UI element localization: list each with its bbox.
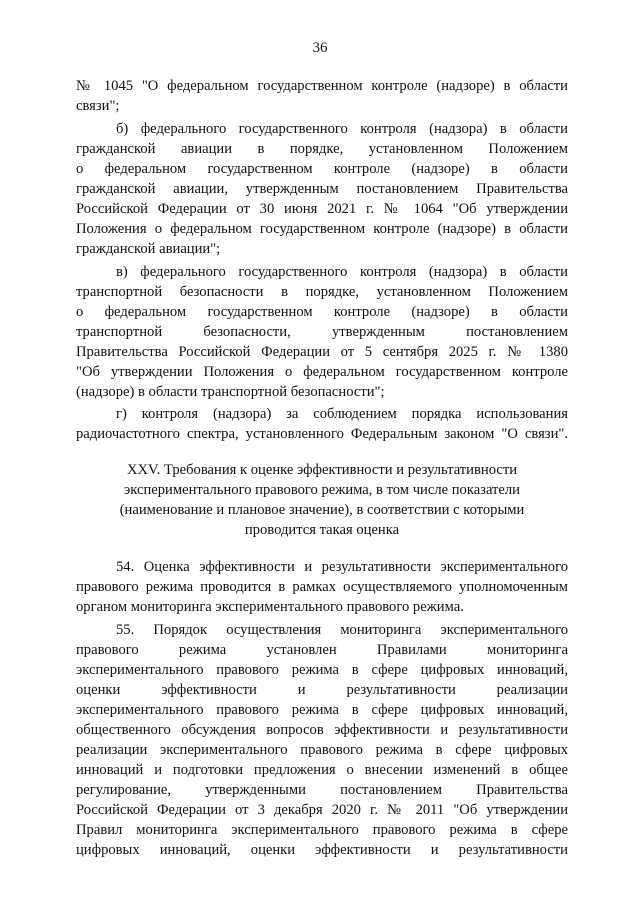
text-line: оценки эффективности и результативности реализации <box>76 682 568 698</box>
text-line: о федеральном государственном контроле (надзоре) в области <box>76 161 568 177</box>
text-line: транспортной безопасности, утвержденным постановлением <box>76 324 568 340</box>
text-line: Правил мониторинга экспериментального правового режима в сфере <box>76 822 568 838</box>
page-number: 36 <box>312 40 328 56</box>
text-line: реализации экспериментального правового режима в сфере цифровых <box>76 742 568 758</box>
text-line: цифровых инноваций, оценки эффективности и результативности <box>76 842 568 858</box>
text-line: экспериментального правового режима в сфере цифровых инноваций, <box>76 702 568 718</box>
text-line: (надзоре) в области транспортной безопасности"; <box>76 384 385 400</box>
section-heading-line: (наименование и плановое значение), в соответствии с которыми <box>119 502 525 518</box>
text-line: Положения о федеральном государственном контроле (надзоре) в области <box>76 221 568 237</box>
text-line: инноваций и подготовки предложения о внесении изменений в общее <box>76 762 568 778</box>
text-line: Российской Федерации от 3 декабря 2020 г. № 2011 "Об утверждении <box>76 802 568 818</box>
text-line: общественного обсуждения вопросов эффективности и результативности <box>76 722 568 738</box>
text-line: Российской Федерации от 30 июня 2021 г. № 1064 "Об утверждении <box>76 201 568 217</box>
text-line: радиочастотного спектра, установленного Федеральным законом "О связи". <box>76 426 568 442</box>
paragraph-54-first-line: 54. Оценка эффективности и результативности экспериментального <box>116 559 568 575</box>
section-heading-line: проводится такая оценка <box>244 522 400 538</box>
text-line: "Об утверждении Положения о федеральном государственном контроле <box>76 364 568 380</box>
text-line: Правительства Российской Федерации от 5 сентября 2025 г. № 1380 <box>76 344 568 360</box>
paragraph-55-first-line: 55. Порядок осуществления мониторинга экспериментального <box>116 622 568 638</box>
section-heading-line: XXV. Требования к оценке эффективности и результативности <box>126 462 518 478</box>
text-line: транспортной безопасности в порядке, установленном Положением <box>76 284 568 300</box>
text-line: органом мониторинга экспериментального правового режима. <box>76 599 464 615</box>
text-line: связи"; <box>76 98 120 114</box>
list-item-c-first-line: в) федерального государственного контроля (надзора) в области <box>116 264 568 280</box>
text-line: экспериментального правового режима в сфере цифровых инноваций, <box>76 662 568 678</box>
text-line: № 1045 "О федеральном государственном контроле (надзоре) в области <box>76 78 568 94</box>
text-line: о федеральном государственном контроле (надзоре) в области <box>76 304 568 320</box>
list-item-g-first-line: г) контроля (надзора) за соблюдением порядка использования <box>116 406 568 422</box>
text-line: правового режима проводится в рамках осуществляемого уполномоченным <box>76 579 568 595</box>
text-line: правового режима установлен Правилами мониторинга <box>76 642 568 658</box>
text-line: гражданской авиации в порядке, установленном Положением <box>76 141 568 157</box>
list-item-b-first-line: б) федерального государственного контроля (надзора) в области <box>116 121 568 137</box>
text-line: регулирование, утвержденными постановлением Правительства <box>76 782 568 798</box>
text-line: гражданской авиации, утвержденным постановлением Правительства <box>76 181 568 197</box>
text-line: гражданской авиации"; <box>76 241 221 257</box>
section-heading-line: экспериментального правового режима, в том числе показатели <box>124 482 520 498</box>
